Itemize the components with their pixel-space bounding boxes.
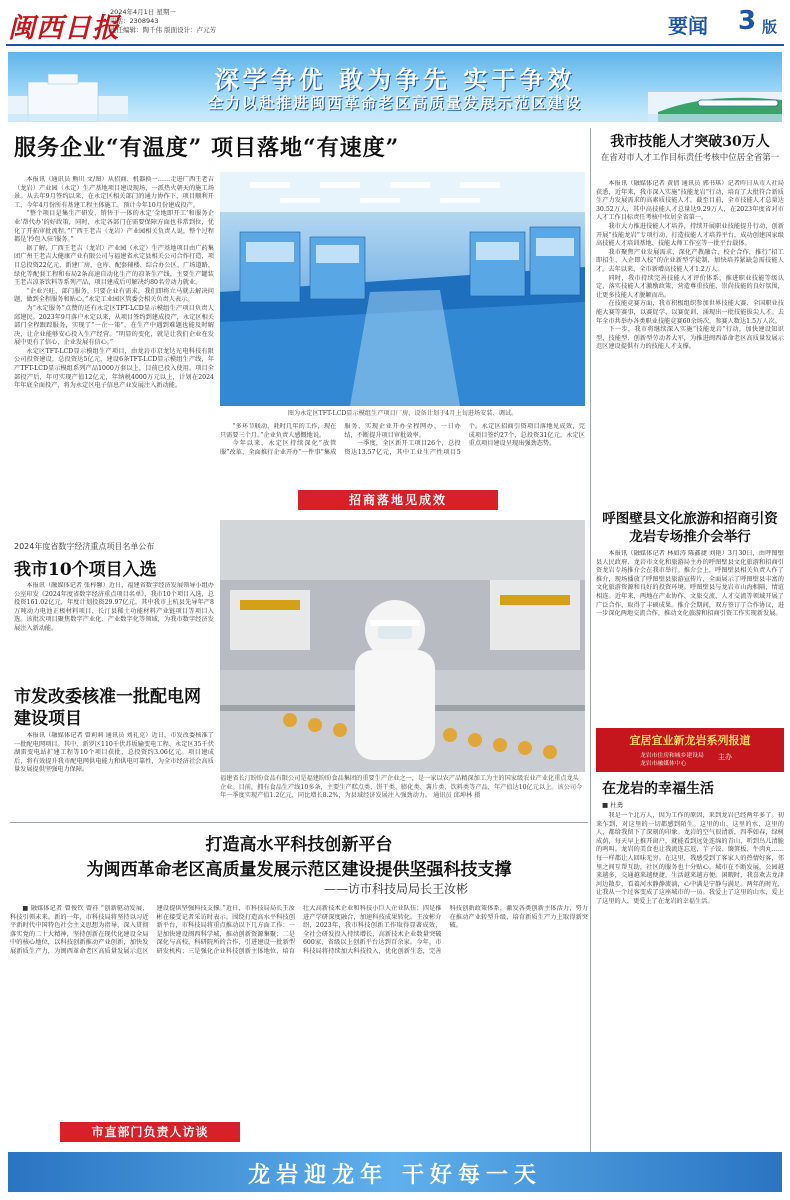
- series-organizer: 龙岩市融媒体中心: [640, 761, 687, 767]
- paragraph: 今年以来，永定区持续深化“放管服”改革，全面推行企业开办“一件事”集成服务，实现企业开办全程网办、一日办结，不断提升项目审批效率。: [220, 423, 461, 456]
- pre-headline: 2024年度省数字经济重点项目名单公布: [14, 542, 155, 551]
- photo-caption: 福建省长汀盼盼食品有限公司是福建盼盼食品集团的重要生产企业之一，是一家以农产品精深加工为主的国家级农业产业化重点龙头企业。目前，拥有食品生产线10多条，主要生产糕点类、饼干类、膨化类、薯片类、饮料类等产品，年产值达10亿元以上。该公司今年一季度实现产值1.2亿元，同比增长8.2%，为县域经济发展注入强劲动力。 通讯员 邱坤林 摄: [220, 775, 583, 800]
- masthead: [0, 0, 790, 46]
- ten-projects-body: [14, 582, 214, 682]
- food-factory-photo: [220, 520, 585, 772]
- paragraph: “整个项目是集生产研发、销售于一体的永定‘金地即开工’和服务企业‘帮代办’的好政策，同时，永定各部门在需要保障方面也非常到位，优化了开拓审批流程。”广西王老吉（龙岩）产业园相关负责人说，整个过程都是‘拎包入驻’服务。”: [14, 210, 214, 244]
- page-number: 3: [738, 6, 757, 36]
- ten-projects-headline: 我市10个项目入选: [14, 560, 157, 580]
- paragraph: 本报讯（融媒体记者 黄倩 通讯员 郭书琪）记者昨日从市人社局获悉，近年来，我市深入实施“技能龙岩”行动，培育了大批符合新质生产力发展需求的高素质技能人才。截至目前，全市技能人才总量达30.52万人，其中高技能人才总量达9.29万人，在2023年度省对市人才工作目标责任考核中位居全省第一。: [596, 180, 784, 222]
- paragraph: ■ 融媒体记者 曾俊钦 曾祥 “创新驱动发展，科技引领未来。新的一年，市科技局将坚持以习近平新时代中国特色社会主义思想为指导，深入贯彻落实党的二十大精神，坚持创新在现代化建设全局中的核心地位，以科技创新推动产业创新，加快发展新质生产力，为闽西革命老区高质量发展示范区建设提供坚强科技支撑。”近日，市科技局局长王汝彬在接受记者采访时表示。围绕打造高水平科技创新平台，市科技局将重点推动以下几方面工作：一是加快建设闽西科学城，推动创新资源集聚；二是深化与高校、科研院所的合作，引进建设一批新型研发机构；三是强化企业科技创新主体地位，培育壮大高新技术企业和科技小巨人企业队伍；四是推进产学研深度融合，加速科技成果转化。王汝彬介绍，2023年，我市科技创新工作取得显著成效，全社会研发投入持续增长，高新技术企业数量突破600家，省级以上创新平台达到百余家。今年，市科技局将持续加大科技投入，优化创新生态，完善科技创新政策体系，激发各类创新主体活力，努力在推动产业转型升级、培育新质生产力上取得新突破。: [10, 905, 588, 955]
- issue-info: [110, 8, 216, 35]
- paragraph: 下一步，我市将继续深入实施“技能龙岩”行动，加快建设知识型、技能型、创新型劳动者大军，为推进闽西革命老区高质量发展示范区建设提供有力的技能人才支撑。: [596, 326, 784, 351]
- talent-headline: 我市技能人才突破30万人: [610, 134, 770, 150]
- paragraph: 为“永定服务”点赞的还有永定区TFT-LCD显示模组生产项目负责人邱建民。2023年9月落户永定以来，从项目签约到建成投产，永定区相关部门全程跟踪服务，实现了“一企一策”，在生产中遇到难题也能及时解决，让企业能够安心投入生产经营。“明显的变化，就是让我们企业在发展中更有了信心，企业发展有信心。”: [14, 304, 214, 347]
- section-name: 要闻: [668, 14, 708, 38]
- paragraph: 同时，我市持续完善技能人才评价体系，推进职业技能等级认定，落实技能人才激励政策，营造尊重技能、崇尚技能的良好氛围，让更多技能人才脱颖而出。: [596, 274, 784, 299]
- newspaper-logo: 闽西日报: [8, 13, 120, 44]
- series-title: 宜居宜业新龙岩系列报道: [629, 734, 751, 747]
- paragraph: 一季度，全区新开工项目26个，总投资达13.57亿元，其中工业生产性项目5个。永定区招商引资项目落地见成效，完成项目签约27个，总投资31亿元，永定区重点项目建设呈现出强劲态势。: [344, 423, 585, 456]
- column-tag: 市直部门负责人访谈: [60, 1122, 240, 1142]
- paragraph: “多环节联动，耗时几年的工作，现在只需要三个月。”企业负责人感慨地说。: [220, 423, 337, 439]
- tech-subheadline: ——访市科技局局长王汝彬: [323, 882, 468, 896]
- talent-body: [596, 180, 784, 502]
- issue-editors: 责任编辑：陶千伟 版面设计：卢元芳: [110, 26, 217, 34]
- photo-caption: 图为永定区TFT-LCD显示模组生产项目厂房，设备计划于4月上旬进场安装、调试。: [287, 410, 518, 417]
- paragraph: 在技能竞赛方面，我市积极组织参加世界技能大赛、全国职业技能大赛等赛事，以赛促学、以赛促训，涌现出一批技能拔尖人才。去年全市共举办各类职业技能竞赛60余场次，参赛人数达1.5万人次。: [596, 300, 784, 325]
- main-headline: 服务企业“有温度” 项目落地“有速度”: [14, 135, 400, 161]
- series-host-label: 主办: [718, 753, 732, 761]
- section-divider: [10, 822, 588, 823]
- tech-headline-line2: 为闽西革命老区高质量发展示范区建设提供坚强科技支撑: [86, 860, 512, 880]
- tech-interview-body: [10, 905, 588, 1145]
- footer-slogan: 龙岩迎龙年 干好每一天: [248, 1163, 542, 1188]
- hutubi-headline: 呼图壁县文化旅游和招商引资龙岩专场推介会举行: [602, 511, 778, 545]
- paragraph: “企业兴旺，部门服务，只要企业有需求，我们即将立马就去解决问题，做到全程服务和贴心。”永定工业园区管委会相关负责人表示。: [14, 287, 214, 304]
- top-banner: [8, 52, 782, 122]
- happy-life-body: [596, 812, 784, 1148]
- author-line: ■ 杜勇: [602, 801, 624, 809]
- tech-headline: 打造高水平科技创新平台: [205, 835, 393, 855]
- paragraph: 永定区TFT-LCD显示模组生产项目，由龙岩市京龙达光电科技有限公司投资建设，总投资达5亿元，建设6条TFT-LCD显示模组生产线，年产TFT-LCD显示模组系列产品1000万套以上，目前已投入使用。项目全部投产后，年可实现产值12亿元，年纳税4000万元以上，计划在2024年年底全面投产，将为永定区电子信息产业发展注入新动能。: [14, 347, 214, 390]
- masthead-rule: [6, 44, 784, 46]
- paragraph: 我是一个北方人，因为工作的原因，来到龙岩已经两年多了。初来乍到，对这里的一切都感到陌生。这里的山、这里的水、这里的人，都给我留下了深刻的印象。龙岩的空气很清新，四季如春，绿树成荫，每天早上推开窗户，就能看到远处连绵的青山，听到鸟儿清脆的鸣叫。龙岩的美食也让我流连忘返，芋子饺、簸箕板、牛肉丸……每一样都让人回味无穷。在这里，我感受到了客家人的热情好客，邻里之间互帮互助，社区的服务也十分贴心。城市在不断发展，公园越来越多，交通越来越便捷，生活越来越方便。闲暇时，我喜欢去龙津河边散步，看着河水静静流淌，心中满是宁静与满足。两年的时光，让我从一个过客变成了这座城市的一员。我爱上了这里的山水，爱上了这里的人，更爱上了在龙岩的幸福生活。: [596, 812, 784, 905]
- factory-cleanroom-photo: [220, 172, 585, 406]
- issue-phone: 电话：2308943: [110, 17, 159, 25]
- paragraph: 本报讯（融媒体记者 张梓馨）近日，福建省数字经济发展领导小组办公室印发《2024年度省数字经济重点项目名单》，我市10个项目入选，总投资161.02亿元，年度计划投资29.97亿元。其中我市上杭县先导年产8万吨动力电池正极材料项目、长汀县稀土功能材料产业链项目等项目入选。该批次项目聚焦数字产业化、产业数字化等领域，为我市数字经济发展注入新动能。: [14, 582, 214, 632]
- column-divider: [590, 128, 591, 1183]
- paragraph: 据了解，广西王老吉（龙岩）产业园（永定）生产基地项目由广药集团广州王老吉大健康产业有限公司与福建省永定县相关公司合作打造，项目总投资22亿元，新建厂房、仓库、配套辅楼、综合办公区、广场道路、绿化等配套工程和布局2条高速自动化生产的凉茶生产线，主要生产罐装王老吉凉茶饮料等系列产品，项目建成后可解决约80名劳动力就业。: [14, 244, 214, 287]
- paragraph: 本报讯（通讯员 熊川 文/图）从招商、机器换一……走进广西王老吉（龙岩）产业园（永定）生产基地项目建设现场，一派热火朝天的施工场景。从去年9月签约以来，在永定区相关部门的通力协作下，项目顺利开工，今年4月份所有基建工程主体施工，预计今年10月份建成投产。: [14, 176, 214, 209]
- hutubi-body: [596, 550, 784, 722]
- issue-date: 2024年4月1日 星期一: [110, 8, 176, 16]
- column-tag: 招商落地见成效: [298, 490, 498, 510]
- paragraph: 本报讯（融媒体记者 曾莉莉 通讯员 刘礼克）近日，市发改委核准了一批配电网项目。其中，新罗区110千伏苏坂输变电工程、永定区35千伏湖雷变电站扩建工程等10个项目获批，总投资约3.06亿元。项目建成后，将有效提升我市配电网供电能力和供电可靠性，为全市经济社会高质量发展提供坚强电力保障。: [14, 732, 214, 774]
- banner-slogan: 深学争优 敢为争先 实干争效: [214, 66, 576, 94]
- happy-life-headline: 在龙岩的幸福生活: [602, 781, 714, 797]
- paragraph: 我市聚焦产业发展需求，深化产教融合、校企合作，推行“招工即招生、入企即入校”的企业新型学徒制，加快培养紧缺急需技能人才。去年以来，全市新增高技能人才1.2万人。: [596, 248, 784, 273]
- paragraph: 本报讯（融媒体记者 林如涛 陈鑫捷 刘艳）3月30日，由呼图壁县人民政府、龙岩市文化和旅游局主办的呼图壁县文化旅游和招商引资龙岩专场推介会在我市举行。推介会上，呼图壁县相关负责人作了推介，现场播放了呼图壁县旅游宣传片，全面展示了呼图壁县丰富的文化旅游资源和良好的投资环境。呼图壁县与龙岩市山海相隔，情谊相连。近年来，两地在产业协作、文旅交流、人才交流等领域开展了广泛合作，取得了丰硕成果。推介会期间，双方签订了合作协议，进一步深化两地交流合作，推动文化旅游和招商引资工作实现新发展。: [596, 550, 784, 618]
- main-article-body: [14, 176, 214, 460]
- page-unit: 版: [762, 18, 778, 36]
- banner-subtitle: 全力以赴推进闽西革命老区高质量发展示范区建设: [207, 94, 582, 112]
- talent-subheadline: 在省对市人才工作目标责任考核中位居全省第一: [600, 153, 780, 163]
- paragraph: 我市大力推进技能人才培养，持续开展职业技能提升行动，创新开展“技能龙岩”专项行动，打造技能人才培养平台，成功创建国家级高技能人才培训基地、技能大师工作室等一批平台载体。: [596, 222, 784, 248]
- series-organizer: 龙岩市住房和城乡建设局: [640, 753, 704, 759]
- grid-project-headline: 市发改委核准一批配电网建设项目: [14, 687, 201, 729]
